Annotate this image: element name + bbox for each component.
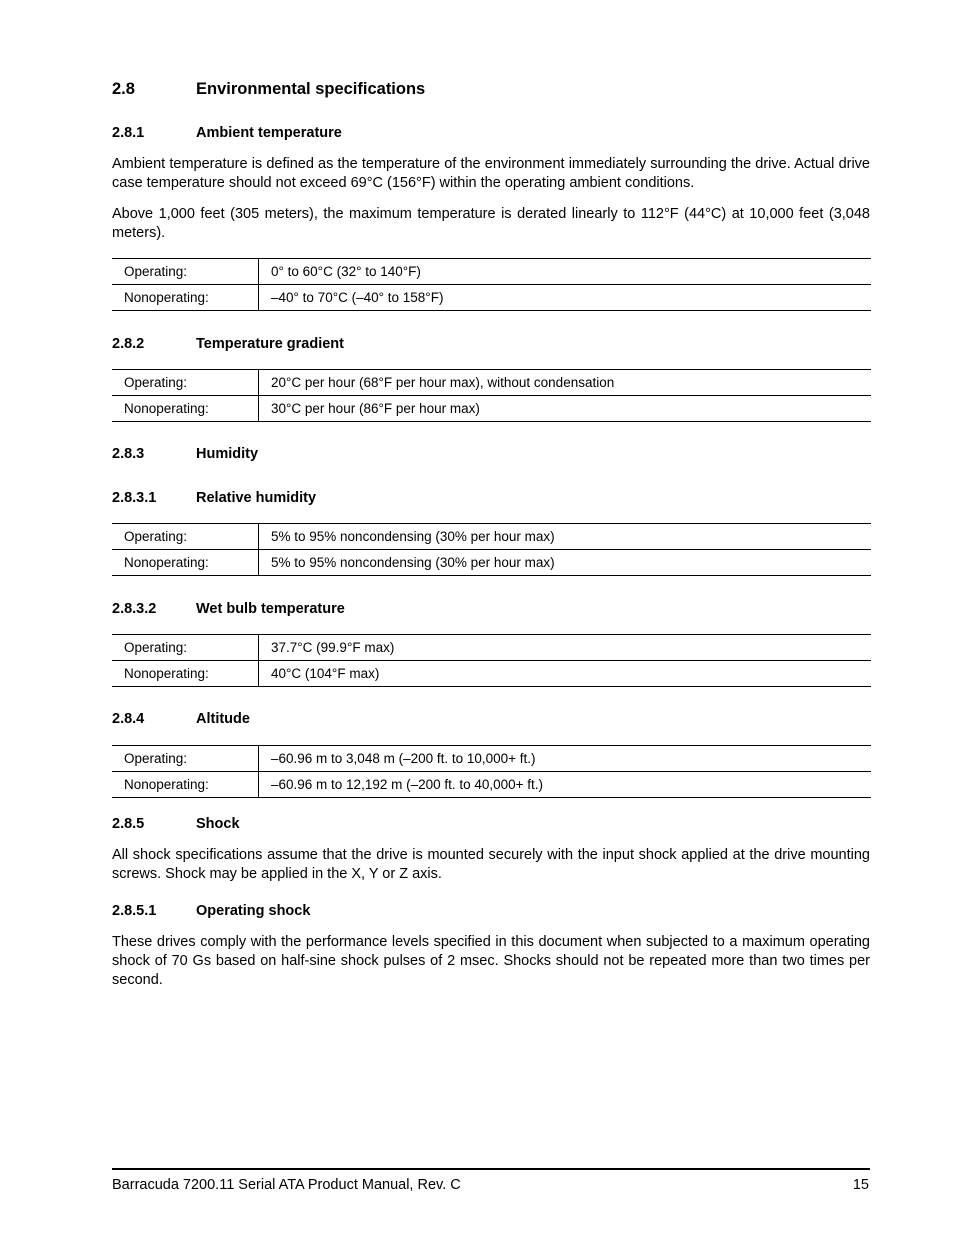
row-label: Operating: [112,524,259,550]
section-number: 2.8.3.2 [112,601,157,617]
section-title: Shock [196,816,240,832]
row-value: 20°C per hour (68°F per hour max), without condensation [259,370,872,396]
wet-bulb-temperature-table [112,634,871,687]
table-row [112,635,871,661]
row-value: 5% to 95% noncondensing (30% per hour max) [259,524,872,550]
section-number: 2.8.5.1 [112,903,157,919]
row-label: Nonoperating: [112,772,259,798]
section-title: Operating shock [196,903,311,919]
footer-page-number: 15 [852,1177,869,1193]
shock-paragraph: All shock specifications assume that the drive is mounted securely with the input shock applied at the drive mounting screws. Shock may be applied in the X, Y or Z axis. [112,847,870,882]
footer-document-title: Barracuda 7200.11 Serial ATA Product Manual, Rev. C [112,1177,461,1193]
table-row [112,746,871,772]
relative-humidity-table [112,523,871,576]
row-label: Nonoperating: [112,550,259,576]
row-label: Nonoperating: [112,285,259,311]
footer-divider [112,1168,870,1170]
section-number: 2.8.5 [112,816,145,832]
row-value: 5% to 95% noncondensing (30% per hour max) [259,550,872,576]
table-row [112,396,871,422]
temperature-gradient-table [112,369,871,422]
row-label: Nonoperating: [112,661,259,687]
row-value: –60.96 m to 3,048 m (–200 ft. to 10,000+ ft.) [259,746,872,772]
section-number: 2.8.3.1 [112,490,157,506]
table-row [112,772,871,798]
section-title: Humidity [196,446,259,462]
section-number: 2.8.3 [112,446,145,462]
altitude-table [112,745,871,798]
section-title: Wet bulb temperature [196,601,345,617]
section-title: Ambient temperature [196,125,342,141]
section-number: 2.8 [112,80,135,98]
row-label: Nonoperating: [112,396,259,422]
table-row [112,285,871,311]
table-row [112,259,871,285]
section-number: 2.8.4 [112,711,145,727]
ambient-temperature-table [112,258,871,311]
table-row [112,524,871,550]
row-label: Operating: [112,746,259,772]
row-label: Operating: [112,635,259,661]
ambient-temperature-paragraph-1: Ambient temperature is defined as the temperature of the environment immediately surrounding the drive. Actual drive case temperature should not exceed 69°C (156°F) within the operating ambient conditions. [112,156,870,191]
row-value: 40°C (104°F max) [259,661,872,687]
row-value: –40° to 70°C (–40° to 158°F) [259,285,872,311]
section-title: Relative humidity [196,490,317,506]
row-value: –60.96 m to 12,192 m (–200 ft. to 40,000+ ft.) [259,772,872,798]
section-number: 2.8.2 [112,336,145,352]
operating-shock-paragraph: These drives comply with the performance levels specified in this document when subjected to a maximum operating shock of 70 Gs based on half-sine shock pulses of 2 msec. Shocks should not be repeated more than two times per second. [112,934,870,988]
table-row [112,661,871,687]
row-value: 30°C per hour (86°F per hour max) [259,396,872,422]
ambient-temperature-paragraph-2: Above 1,000 feet (305 meters), the maximum temperature is derated linearly to 112°F (44°C) at 10,000 feet (3,048 meters). [112,206,870,241]
row-label: Operating: [112,370,259,396]
section-title: Temperature gradient [196,336,344,352]
row-value: 37.7°C (99.9°F max) [259,635,872,661]
row-value: 0° to 60°C (32° to 140°F) [259,259,872,285]
row-label: Operating: [112,259,259,285]
table-row [112,370,871,396]
section-number: 2.8.1 [112,125,145,141]
table-row [112,550,871,576]
section-title: Environmental specifications [196,80,426,98]
section-title: Altitude [196,711,250,727]
